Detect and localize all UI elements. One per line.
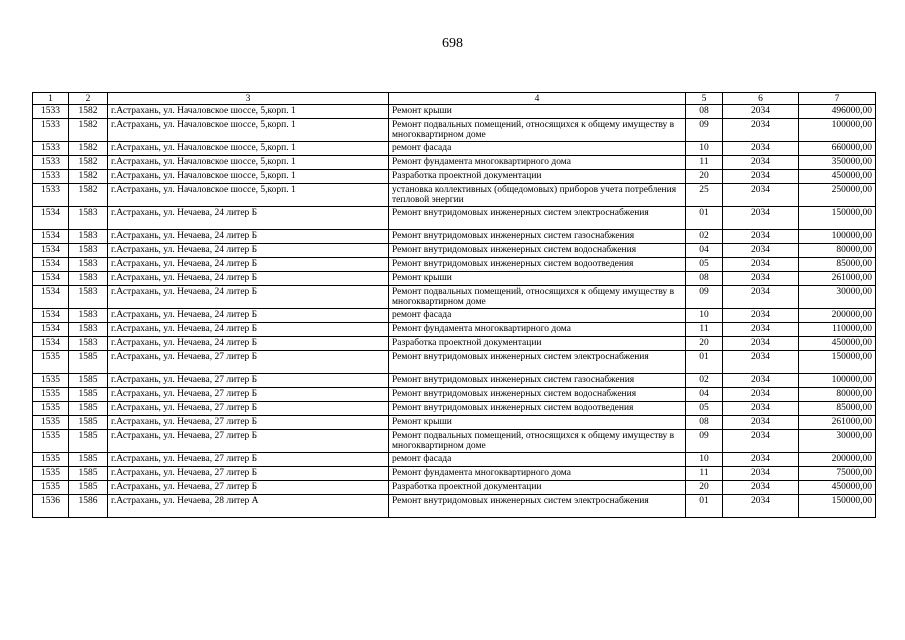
- table-row: [33, 495, 876, 518]
- table-row: [33, 337, 876, 351]
- cell-house-id: 1585: [69, 374, 108, 388]
- cell-address: г.Астрахань, ул. Нечаева, 27 литер Б: [108, 351, 389, 374]
- cell-year: 2034: [723, 416, 799, 430]
- table-row: [33, 323, 876, 337]
- cell-work-type: Ремонт фундамента многоквартирного дома: [389, 467, 686, 481]
- column-header: 7: [799, 93, 876, 105]
- table-row: [33, 272, 876, 286]
- cell-cost: 450000,00: [799, 337, 876, 351]
- table-row: [33, 230, 876, 244]
- cell-record-number: 1535: [33, 374, 69, 388]
- cell-work-code: 11: [686, 467, 723, 481]
- cell-record-number: 1533: [33, 184, 69, 207]
- cell-work-type: Ремонт крыши: [389, 416, 686, 430]
- table-row: [33, 481, 876, 495]
- cell-address: г.Астрахань, ул. Нечаева, 24 литер Б: [108, 309, 389, 323]
- cell-record-number: 1535: [33, 467, 69, 481]
- cell-record-number: 1533: [33, 156, 69, 170]
- cell-work-type: Ремонт подвальных помещений, относящихся к общему имуществу в многоквартирном доме: [389, 119, 686, 142]
- cell-address: г.Астрахань, ул. Нечаева, 24 литер Б: [108, 272, 389, 286]
- cell-year: 2034: [723, 207, 799, 230]
- table-row: [33, 402, 876, 416]
- cell-cost: 200000,00: [799, 309, 876, 323]
- table-row: [33, 170, 876, 184]
- cell-record-number: 1534: [33, 309, 69, 323]
- cell-year: 2034: [723, 374, 799, 388]
- cell-house-id: 1583: [69, 258, 108, 272]
- cell-work-type: Ремонт крыши: [389, 105, 686, 119]
- cell-work-code: 01: [686, 351, 723, 374]
- cell-record-number: 1534: [33, 244, 69, 258]
- page-number: 698: [442, 36, 463, 51]
- table-row: [33, 453, 876, 467]
- cell-work-code: 08: [686, 105, 723, 119]
- cell-record-number: 1533: [33, 142, 69, 156]
- cell-year: 2034: [723, 272, 799, 286]
- cell-cost: 200000,00: [799, 453, 876, 467]
- cell-address: г.Астрахань, ул. Нечаева, 27 литер Б: [108, 453, 389, 467]
- cell-address: г.Астрахань, ул. Началовское шоссе, 5,корп. 1: [108, 170, 389, 184]
- cell-address: г.Астрахань, ул. Началовское шоссе, 5,корп. 1: [108, 184, 389, 207]
- cell-work-type: Ремонт подвальных помещений, относящихся к общему имуществу в многоквартирном доме: [389, 286, 686, 309]
- cell-address: г.Астрахань, ул. Нечаева, 28 литер А: [108, 495, 389, 518]
- cell-work-type: Ремонт внутридомовых инженерных систем водоснабжения: [389, 388, 686, 402]
- table-row: [33, 119, 876, 142]
- cell-cost: 350000,00: [799, 156, 876, 170]
- cell-year: 2034: [723, 156, 799, 170]
- cell-year: 2034: [723, 402, 799, 416]
- cell-work-code: 05: [686, 258, 723, 272]
- cell-work-code: 10: [686, 453, 723, 467]
- cell-address: г.Астрахань, ул. Нечаева, 24 литер Б: [108, 207, 389, 230]
- cell-house-id: 1583: [69, 272, 108, 286]
- cell-house-id: 1582: [69, 105, 108, 119]
- cell-record-number: 1533: [33, 105, 69, 119]
- cell-record-number: 1535: [33, 351, 69, 374]
- cell-year: 2034: [723, 286, 799, 309]
- cell-house-id: 1585: [69, 351, 108, 374]
- cell-work-code: 04: [686, 388, 723, 402]
- cell-address: г.Астрахань, ул. Началовское шоссе, 5,корп. 1: [108, 142, 389, 156]
- cell-work-type: Ремонт внутридомовых инженерных систем водоотведения: [389, 258, 686, 272]
- cell-house-id: 1582: [69, 184, 108, 207]
- cell-work-code: 20: [686, 170, 723, 184]
- cell-work-type: Разработка проектной документации: [389, 170, 686, 184]
- cell-cost: 110000,00: [799, 323, 876, 337]
- cell-cost: 80000,00: [799, 244, 876, 258]
- column-header: 6: [723, 93, 799, 105]
- cell-work-type: Ремонт внутридомовых инженерных систем водоотведения: [389, 402, 686, 416]
- cell-work-code: 08: [686, 416, 723, 430]
- cell-house-id: 1585: [69, 467, 108, 481]
- cell-house-id: 1583: [69, 244, 108, 258]
- cell-work-code: 01: [686, 495, 723, 518]
- cell-address: г.Астрахань, ул. Нечаева, 24 литер Б: [108, 258, 389, 272]
- cell-cost: 450000,00: [799, 481, 876, 495]
- cell-house-id: 1583: [69, 309, 108, 323]
- cell-year: 2034: [723, 230, 799, 244]
- cell-house-id: 1585: [69, 453, 108, 467]
- cell-work-type: Разработка проектной документации: [389, 337, 686, 351]
- cell-record-number: 1533: [33, 170, 69, 184]
- cell-year: 2034: [723, 184, 799, 207]
- cell-cost: 85000,00: [799, 402, 876, 416]
- cell-address: г.Астрахань, ул. Нечаева, 24 литер Б: [108, 230, 389, 244]
- table-row: [33, 184, 876, 207]
- column-header: 3: [108, 93, 389, 105]
- cell-work-type: Разработка проектной документации: [389, 481, 686, 495]
- cell-work-code: 10: [686, 142, 723, 156]
- column-header: 5: [686, 93, 723, 105]
- cell-cost: 150000,00: [799, 207, 876, 230]
- cell-work-type: Ремонт крыши: [389, 272, 686, 286]
- cell-year: 2034: [723, 430, 799, 453]
- cell-record-number: 1535: [33, 481, 69, 495]
- cell-cost: 261000,00: [799, 272, 876, 286]
- table-row: [33, 258, 876, 272]
- cell-work-code: 09: [686, 286, 723, 309]
- cell-cost: 450000,00: [799, 170, 876, 184]
- cell-work-code: 08: [686, 272, 723, 286]
- cell-house-id: 1582: [69, 119, 108, 142]
- cell-house-id: 1582: [69, 170, 108, 184]
- cell-cost: 660000,00: [799, 142, 876, 156]
- cell-work-code: 09: [686, 430, 723, 453]
- column-header: 1: [33, 93, 69, 105]
- cell-address: г.Астрахань, ул. Нечаева, 27 литер Б: [108, 416, 389, 430]
- cell-work-code: 01: [686, 207, 723, 230]
- cell-record-number: 1535: [33, 430, 69, 453]
- cell-work-code: 20: [686, 337, 723, 351]
- cell-work-type: Ремонт внутридомовых инженерных систем электроснабжения: [389, 351, 686, 374]
- cell-work-code: 10: [686, 309, 723, 323]
- table-row: [33, 430, 876, 453]
- cell-address: г.Астрахань, ул. Началовское шоссе, 5,корп. 1: [108, 105, 389, 119]
- cell-year: 2034: [723, 105, 799, 119]
- table-row: [33, 156, 876, 170]
- cell-cost: 100000,00: [799, 374, 876, 388]
- cell-record-number: 1534: [33, 286, 69, 309]
- cell-record-number: 1534: [33, 337, 69, 351]
- cell-work-type: Ремонт внутридомовых инженерных систем газоснабжения: [389, 374, 686, 388]
- cell-year: 2034: [723, 337, 799, 351]
- cell-house-id: 1582: [69, 156, 108, 170]
- cell-year: 2034: [723, 258, 799, 272]
- cell-work-type: ремонт фасада: [389, 142, 686, 156]
- cell-work-type: установка коллективных (общедомовых) приборов учета потребления тепловой энергии: [389, 184, 686, 207]
- cell-house-id: 1583: [69, 337, 108, 351]
- cell-cost: 261000,00: [799, 416, 876, 430]
- cell-work-type: Ремонт внутридомовых инженерных систем водоснабжения: [389, 244, 686, 258]
- cell-address: г.Астрахань, ул. Нечаева, 27 литер Б: [108, 374, 389, 388]
- cell-house-id: 1585: [69, 481, 108, 495]
- cell-work-type: ремонт фасада: [389, 309, 686, 323]
- cell-work-code: 25: [686, 184, 723, 207]
- cell-address: г.Астрахань, ул. Началовское шоссе, 5,корп. 1: [108, 119, 389, 142]
- cell-work-code: 05: [686, 402, 723, 416]
- cell-record-number: 1534: [33, 258, 69, 272]
- cell-year: 2034: [723, 351, 799, 374]
- cell-work-code: 09: [686, 119, 723, 142]
- cell-cost: 30000,00: [799, 430, 876, 453]
- cell-record-number: 1536: [33, 495, 69, 518]
- cell-address: г.Астрахань, ул. Началовское шоссе, 5,корп. 1: [108, 156, 389, 170]
- table-row: [33, 244, 876, 258]
- cell-work-code: 11: [686, 323, 723, 337]
- cell-work-code: 02: [686, 374, 723, 388]
- cell-house-id: 1586: [69, 495, 108, 518]
- cell-work-code: 11: [686, 156, 723, 170]
- table-row: [33, 286, 876, 309]
- cell-work-code: 02: [686, 230, 723, 244]
- cell-house-id: 1585: [69, 388, 108, 402]
- cell-year: 2034: [723, 453, 799, 467]
- table-row: [33, 207, 876, 230]
- cell-address: г.Астрахань, ул. Нечаева, 27 литер Б: [108, 481, 389, 495]
- cell-cost: 150000,00: [799, 495, 876, 518]
- cell-address: г.Астрахань, ул. Нечаева, 27 литер Б: [108, 467, 389, 481]
- cell-record-number: 1533: [33, 119, 69, 142]
- cell-year: 2034: [723, 244, 799, 258]
- table-row: [33, 105, 876, 119]
- cell-cost: 100000,00: [799, 230, 876, 244]
- cell-record-number: 1535: [33, 416, 69, 430]
- cell-year: 2034: [723, 119, 799, 142]
- cell-year: 2034: [723, 495, 799, 518]
- cell-year: 2034: [723, 323, 799, 337]
- cell-year: 2034: [723, 170, 799, 184]
- table-row: [33, 142, 876, 156]
- cell-address: г.Астрахань, ул. Нечаева, 27 литер Б: [108, 402, 389, 416]
- cell-year: 2034: [723, 142, 799, 156]
- cell-house-id: 1583: [69, 230, 108, 244]
- cell-address: г.Астрахань, ул. Нечаева, 24 литер Б: [108, 323, 389, 337]
- cell-cost: 100000,00: [799, 119, 876, 142]
- cell-record-number: 1534: [33, 207, 69, 230]
- cell-work-type: Ремонт фундамента многоквартирного дома: [389, 323, 686, 337]
- table-row: [33, 467, 876, 481]
- cell-year: 2034: [723, 309, 799, 323]
- cell-work-type: Ремонт подвальных помещений, относящихся к общему имуществу в многоквартирном доме: [389, 430, 686, 453]
- cell-year: 2034: [723, 388, 799, 402]
- cell-work-type: Ремонт фундамента многоквартирного дома: [389, 156, 686, 170]
- cell-record-number: 1534: [33, 272, 69, 286]
- table-row: [33, 309, 876, 323]
- table-row: [33, 374, 876, 388]
- cell-work-type: Ремонт внутридомовых инженерных систем газоснабжения: [389, 230, 686, 244]
- cell-cost: 85000,00: [799, 258, 876, 272]
- cell-work-code: 20: [686, 481, 723, 495]
- cell-house-id: 1582: [69, 142, 108, 156]
- column-header: 4: [389, 93, 686, 105]
- cell-record-number: 1535: [33, 388, 69, 402]
- column-header: 2: [69, 93, 108, 105]
- cell-address: г.Астрахань, ул. Нечаева, 24 литер Б: [108, 244, 389, 258]
- cell-record-number: 1535: [33, 402, 69, 416]
- cell-year: 2034: [723, 467, 799, 481]
- cell-house-id: 1585: [69, 430, 108, 453]
- cell-year: 2034: [723, 481, 799, 495]
- cell-cost: 496000,00: [799, 105, 876, 119]
- cell-address: г.Астрахань, ул. Нечаева, 27 литер Б: [108, 430, 389, 453]
- cell-address: г.Астрахань, ул. Нечаева, 24 литер Б: [108, 337, 389, 351]
- cell-cost: 150000,00: [799, 351, 876, 374]
- cell-cost: 80000,00: [799, 388, 876, 402]
- header-row: [33, 93, 876, 105]
- cell-record-number: 1534: [33, 323, 69, 337]
- table-row: [33, 351, 876, 374]
- cell-house-id: 1583: [69, 323, 108, 337]
- cell-address: г.Астрахань, ул. Нечаева, 27 литер Б: [108, 388, 389, 402]
- table-row: [33, 416, 876, 430]
- cell-work-code: 04: [686, 244, 723, 258]
- cell-cost: 250000,00: [799, 184, 876, 207]
- cell-work-type: ремонт фасада: [389, 453, 686, 467]
- cell-house-id: 1583: [69, 207, 108, 230]
- cell-house-id: 1585: [69, 402, 108, 416]
- repair-schedule-table: [32, 92, 876, 518]
- cell-cost: 30000,00: [799, 286, 876, 309]
- cell-record-number: 1535: [33, 453, 69, 467]
- cell-cost: 75000,00: [799, 467, 876, 481]
- cell-work-type: Ремонт внутридомовых инженерных систем электроснабжения: [389, 495, 686, 518]
- table-body: [33, 105, 876, 518]
- cell-address: г.Астрахань, ул. Нечаева, 24 литер Б: [108, 286, 389, 309]
- cell-record-number: 1534: [33, 230, 69, 244]
- cell-house-id: 1585: [69, 416, 108, 430]
- cell-work-type: Ремонт внутридомовых инженерных систем электроснабжения: [389, 207, 686, 230]
- cell-house-id: 1583: [69, 286, 108, 309]
- table-row: [33, 388, 876, 402]
